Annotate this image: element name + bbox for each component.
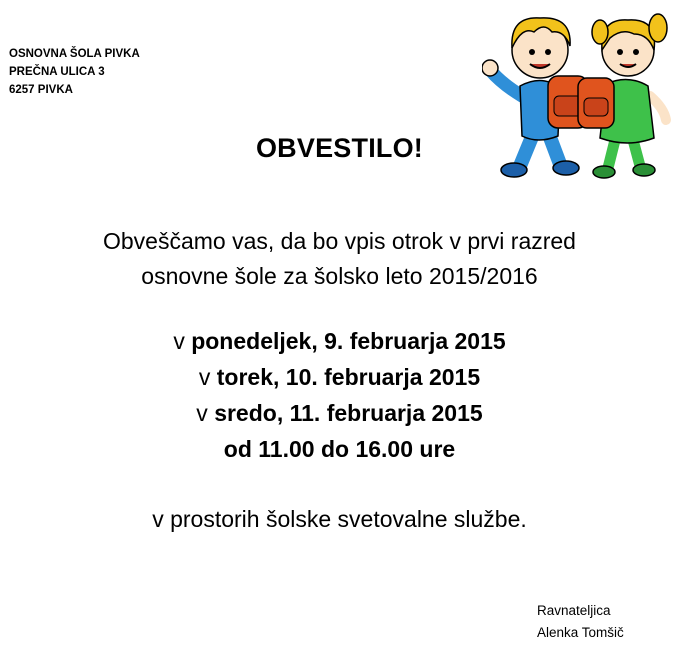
location-text: v prostorih šolske svetovalne službe.: [152, 506, 527, 532]
school-city: 6257 PIVKA: [9, 84, 73, 96]
date-prefix: v: [173, 328, 192, 354]
intro-line-1: Obveščamo vas, da bo vpis otrok v prvi razred: [103, 228, 576, 254]
date-line: [0, 359, 679, 395]
school-address: [9, 45, 140, 99]
school-name: OSNOVNA ŠOLA PIVKA: [9, 48, 140, 60]
notice-title: OBVESTILO!: [255, 133, 423, 163]
notice-intro: [0, 224, 679, 294]
signature-block: [537, 600, 624, 644]
signature-name: Alenka Tomšič: [537, 625, 624, 640]
date-value: ponedeljek, 9. februarja 2015: [191, 328, 506, 354]
enrollment-dates: [0, 323, 679, 467]
date-prefix: v: [198, 364, 217, 390]
date-line: [0, 323, 679, 359]
hours-line: [0, 431, 679, 467]
school-street: PREČNA ULICA 3: [9, 66, 105, 78]
date-value: sredo, 11. februarja 2015: [214, 400, 483, 426]
hours-value: od 11.00 do 16.00 ure: [223, 436, 456, 462]
date-value: torek, 10. februarja 2015: [216, 364, 481, 390]
date-prefix: v: [196, 400, 215, 426]
date-line: [0, 395, 679, 431]
intro-line-2: osnovne šole za šolsko leto 2015/2016: [141, 263, 538, 289]
signature-role: Ravnateljica: [537, 603, 611, 618]
